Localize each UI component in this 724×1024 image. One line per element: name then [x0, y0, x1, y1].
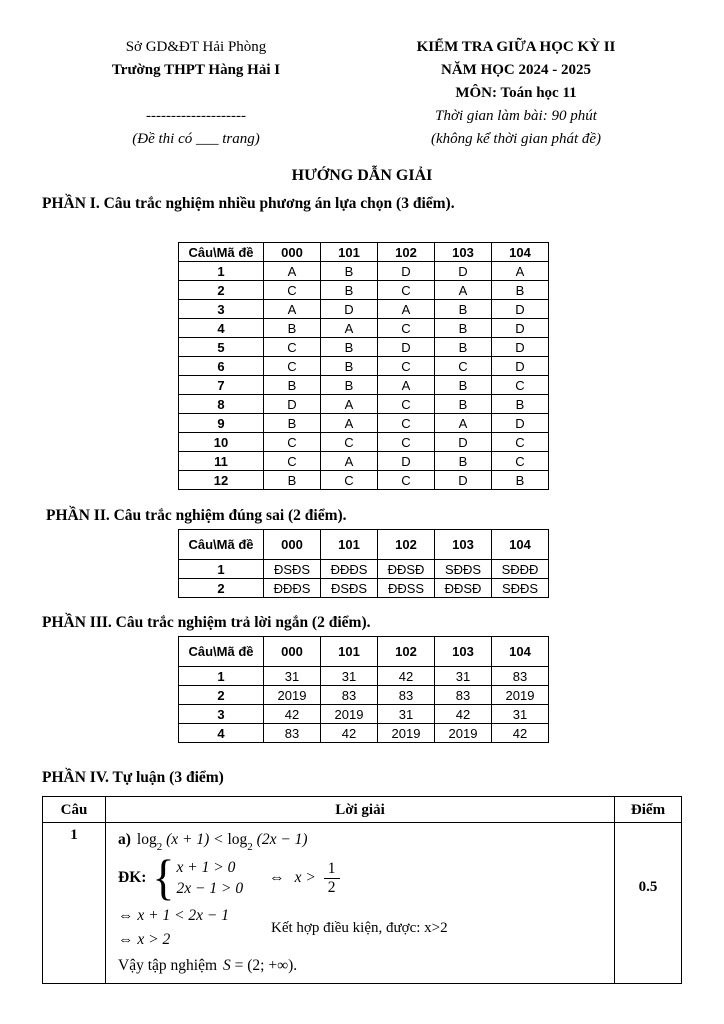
combine-condition-note: Kết hợp điều kiện, được: x>2: [271, 919, 448, 936]
fraction-numerator: 1: [324, 860, 340, 879]
answer-cell: 2019: [435, 724, 492, 743]
exam-code-header-cell: 102: [378, 243, 435, 262]
answer-cell: SĐĐĐ: [492, 560, 549, 579]
exam-code-header-cell: 104: [492, 637, 549, 667]
score-value: 0.5: [615, 823, 682, 984]
table-header-row: [179, 243, 549, 262]
answer-cell: A: [435, 414, 492, 433]
question-number-cell: 4: [179, 724, 264, 743]
answer-cell: D: [321, 300, 378, 319]
answer-cell: A: [321, 414, 378, 433]
part3-table-wrap: [178, 636, 682, 743]
answer-row: [179, 376, 549, 395]
answer-cell: C: [264, 433, 321, 452]
answer-cell: 2019: [321, 705, 378, 724]
log-base: 2: [247, 841, 253, 854]
answer-cell: D: [492, 357, 549, 376]
answer-row: [179, 433, 549, 452]
exam-code-header-cell: 000: [264, 530, 321, 560]
exam-code-header-cell: 102: [378, 637, 435, 667]
answer-cell: 31: [492, 705, 549, 724]
exam-code-header-cell: 101: [321, 637, 378, 667]
part2-answer-table: [178, 529, 549, 598]
answer-cell: A: [264, 300, 321, 319]
derivation-step-1: ⇔ x + 1 < 2x − 1: [118, 907, 230, 925]
subject: MÔN: Toán học 11: [455, 85, 577, 101]
question-number-cell: 4: [179, 319, 264, 338]
answer-cell: B: [321, 338, 378, 357]
answer-cell: C: [321, 433, 378, 452]
answer-cell: ĐĐĐS: [264, 579, 321, 598]
question-number: 1: [43, 823, 106, 984]
inequality-left: (x + 1) <: [166, 831, 224, 848]
answer-row: [179, 319, 549, 338]
part1-heading: PHẦN I. Câu trắc nghiệm nhiều phương án lựa chọn (3 điểm).: [42, 195, 455, 212]
question-number-cell: 6: [179, 357, 264, 376]
question-number-cell: 11: [179, 452, 264, 471]
answer-row: [179, 281, 549, 300]
pages-note: (Đề thi có ___ trang): [132, 131, 260, 147]
answer-row: [179, 471, 549, 490]
answer-cell: B: [435, 319, 492, 338]
answer-cell: C: [378, 319, 435, 338]
answer-cell: C: [264, 357, 321, 376]
solution-row-1: [43, 823, 682, 984]
answer-row: [179, 452, 549, 471]
answer-cell: C: [321, 471, 378, 490]
part3-answer-table: [178, 636, 549, 743]
answer-cell: D: [492, 414, 549, 433]
question-number-cell: 12: [179, 471, 264, 490]
exam-code-header-cell: 101: [321, 530, 378, 560]
answer-row: [179, 560, 549, 579]
derivation-stack: [118, 907, 229, 949]
exam-code-header-cell: 104: [492, 530, 549, 560]
duration-note: (không kể thời gian phát đề): [430, 131, 602, 147]
answer-cell: B: [435, 300, 492, 319]
answer-cell: C: [264, 281, 321, 300]
table-header-row: [179, 530, 549, 560]
log-word: log: [227, 831, 248, 848]
system-brace: {: [152, 850, 175, 906]
conclusion-line: [118, 957, 606, 975]
answer-cell: A: [378, 300, 435, 319]
derivation-step-2: ⇔ x > 2: [118, 931, 171, 949]
answer-cell: D: [435, 262, 492, 281]
answer-row: [179, 667, 549, 686]
answer-cell: C: [378, 395, 435, 414]
question-number-cell: 10: [179, 433, 264, 452]
question-number-cell: 1: [179, 667, 264, 686]
answer-cell: 42: [492, 724, 549, 743]
answer-cell: D: [492, 338, 549, 357]
dk-label: ĐK:: [118, 869, 147, 887]
col-header-cau: Câu: [43, 797, 106, 823]
answer-row: [179, 262, 549, 281]
answer-row: [179, 724, 549, 743]
answer-cell: A: [321, 319, 378, 338]
question-number-cell: 2: [179, 579, 264, 598]
answer-cell: D: [435, 471, 492, 490]
doc-title: HƯỚNG DẪN GIẢI: [291, 167, 433, 184]
exam-header: [42, 36, 682, 151]
answer-cell: C: [492, 433, 549, 452]
answer-cell: ĐĐĐS: [321, 560, 378, 579]
answer-cell: B: [435, 452, 492, 471]
part2-heading: PHẦN II. Câu trắc nghiệm đúng sai (2 điểm).: [46, 507, 347, 524]
answer-cell: C: [264, 338, 321, 357]
header-left-block: [42, 36, 350, 151]
condition-1: x + 1 > 0: [176, 858, 236, 876]
answer-cell: D: [492, 319, 549, 338]
answer-cell: A: [321, 452, 378, 471]
answer-cell: D: [492, 300, 549, 319]
item-label: a): [118, 831, 131, 848]
answer-cell: C: [378, 281, 435, 300]
answer-cell: C: [378, 357, 435, 376]
answer-cell: 31: [378, 705, 435, 724]
answer-cell: B: [321, 281, 378, 300]
question-number-cell: 1: [179, 560, 264, 579]
answer-row: [179, 414, 549, 433]
question-number-cell: 3: [179, 705, 264, 724]
answer-cell: B: [264, 471, 321, 490]
answer-cell: B: [492, 281, 549, 300]
answer-cell: 83: [435, 686, 492, 705]
answer-row: [179, 579, 549, 598]
answer-cell: 83: [264, 724, 321, 743]
inequality-right: (2x − 1): [256, 831, 308, 848]
answer-cell: C: [492, 376, 549, 395]
answer-cell: C: [378, 414, 435, 433]
question-number-cell: 7: [179, 376, 264, 395]
answer-cell: 2019: [264, 686, 321, 705]
answer-cell: 83: [492, 667, 549, 686]
solution-header-row: [43, 797, 682, 823]
exam-code-header-cell: 102: [378, 530, 435, 560]
answer-cell: A: [435, 281, 492, 300]
divider-dashes: --------------------: [146, 108, 246, 124]
corner-header-cell: Câu\Mã đề: [179, 243, 264, 262]
answer-row: [179, 686, 549, 705]
solution-set-var: S: [223, 957, 231, 975]
condition-result: x >: [294, 869, 316, 887]
answer-cell: ĐĐSS: [378, 579, 435, 598]
answer-cell: 42: [321, 724, 378, 743]
answer-cell: 42: [435, 705, 492, 724]
part4-solution-table: [42, 796, 682, 984]
answer-row: [179, 300, 549, 319]
answer-cell: 2019: [378, 724, 435, 743]
question-number-cell: 8: [179, 395, 264, 414]
part1-answer-table: [178, 242, 549, 490]
question-number-cell: 3: [179, 300, 264, 319]
answer-cell: C: [264, 452, 321, 471]
corner-header-cell: Câu\Mã đề: [179, 530, 264, 560]
part1-table-wrap: [178, 242, 682, 490]
fraction-one-half: [324, 860, 340, 897]
answer-row: [179, 705, 549, 724]
col-header-diem: Điểm: [615, 797, 682, 823]
answer-cell: B: [492, 471, 549, 490]
part4-heading: PHẦN IV. Tự luận (3 điểm): [42, 769, 224, 786]
exam-code-header-cell: 103: [435, 530, 492, 560]
answer-row: [179, 357, 549, 376]
answer-cell: D: [378, 262, 435, 281]
corner-header-cell: Câu\Mã đề: [179, 637, 264, 667]
exam-duration: Thời gian làm bài: 90 phút: [435, 108, 597, 124]
header-left-spacer: [42, 82, 350, 105]
condition-system: [177, 859, 244, 898]
answer-cell: C: [378, 471, 435, 490]
log-word: log: [136, 831, 157, 848]
answer-cell: SĐĐS: [435, 560, 492, 579]
condition-line: [118, 850, 606, 906]
exam-code-header-cell: 104: [492, 243, 549, 262]
school-name: Trường THPT Hàng Hải I: [111, 62, 281, 78]
question-number-cell: 2: [179, 686, 264, 705]
exam-code-header-cell: 101: [321, 243, 378, 262]
answer-cell: D: [378, 452, 435, 471]
question-number-cell: 5: [179, 338, 264, 357]
answer-cell: 31: [264, 667, 321, 686]
answer-cell: 83: [321, 686, 378, 705]
answer-cell: B: [264, 319, 321, 338]
conclusion-text: Vậy tập nghiệm: [118, 957, 218, 975]
school-year: NĂM HỌC 2024 - 2025: [441, 62, 591, 78]
answer-row: [179, 395, 549, 414]
answer-cell: 2019: [492, 686, 549, 705]
answer-cell: A: [378, 376, 435, 395]
answer-cell: 83: [378, 686, 435, 705]
answer-cell: 31: [321, 667, 378, 686]
exam-code-header-cell: 000: [264, 243, 321, 262]
answer-cell: B: [435, 376, 492, 395]
answer-cell: C: [435, 357, 492, 376]
answer-cell: ĐSĐS: [264, 560, 321, 579]
solution-set: = (2; +∞).: [234, 957, 298, 975]
answer-cell: B: [321, 262, 378, 281]
department-name: Sở GD&ĐT Hải Phòng: [125, 39, 267, 55]
answer-cell: B: [321, 357, 378, 376]
answer-cell: B: [264, 376, 321, 395]
answer-row: [179, 338, 549, 357]
answer-cell: 31: [435, 667, 492, 686]
part2-table-wrap: [178, 529, 682, 598]
answer-cell: 42: [378, 667, 435, 686]
question-number-cell: 2: [179, 281, 264, 300]
exam-code-header-cell: 000: [264, 637, 321, 667]
answer-cell: A: [321, 395, 378, 414]
exam-code-header-cell: 103: [435, 637, 492, 667]
fraction-denominator: 2: [327, 878, 336, 896]
answer-cell: 42: [264, 705, 321, 724]
answer-cell: D: [435, 433, 492, 452]
solution-content: [106, 823, 615, 984]
equivalence-arrow: ⇔: [269, 869, 285, 887]
answer-cell: B: [321, 376, 378, 395]
answer-cell: C: [492, 452, 549, 471]
col-header-loigiai: Lời giải: [106, 797, 615, 823]
answer-cell: B: [435, 338, 492, 357]
part3-heading: PHẦN III. Câu trắc nghiệm trả lời ngắn (2 điểm).: [42, 614, 371, 631]
answer-cell: A: [492, 262, 549, 281]
answer-cell: D: [378, 338, 435, 357]
answer-cell: ĐSĐS: [321, 579, 378, 598]
answer-cell: A: [264, 262, 321, 281]
question-number-cell: 9: [179, 414, 264, 433]
answer-cell: D: [264, 395, 321, 414]
header-right-block: [350, 36, 682, 151]
answer-cell: B: [435, 395, 492, 414]
answer-cell: ĐĐSĐ: [378, 560, 435, 579]
answer-cell: ĐĐSĐ: [435, 579, 492, 598]
answer-cell: SĐĐS: [492, 579, 549, 598]
question-number-cell: 1: [179, 262, 264, 281]
answer-cell: B: [264, 414, 321, 433]
answer-cell: C: [378, 433, 435, 452]
condition-2: 2x − 1 > 0: [176, 879, 244, 897]
table-header-row: [179, 637, 549, 667]
exam-title: KIỂM TRA GIỮA HỌC KỲ II: [416, 39, 616, 55]
log-base: 2: [156, 841, 163, 854]
solution-line-a: [118, 831, 606, 854]
exam-code-header-cell: 103: [435, 243, 492, 262]
derivation-lines: [118, 907, 606, 949]
answer-cell: B: [492, 395, 549, 414]
